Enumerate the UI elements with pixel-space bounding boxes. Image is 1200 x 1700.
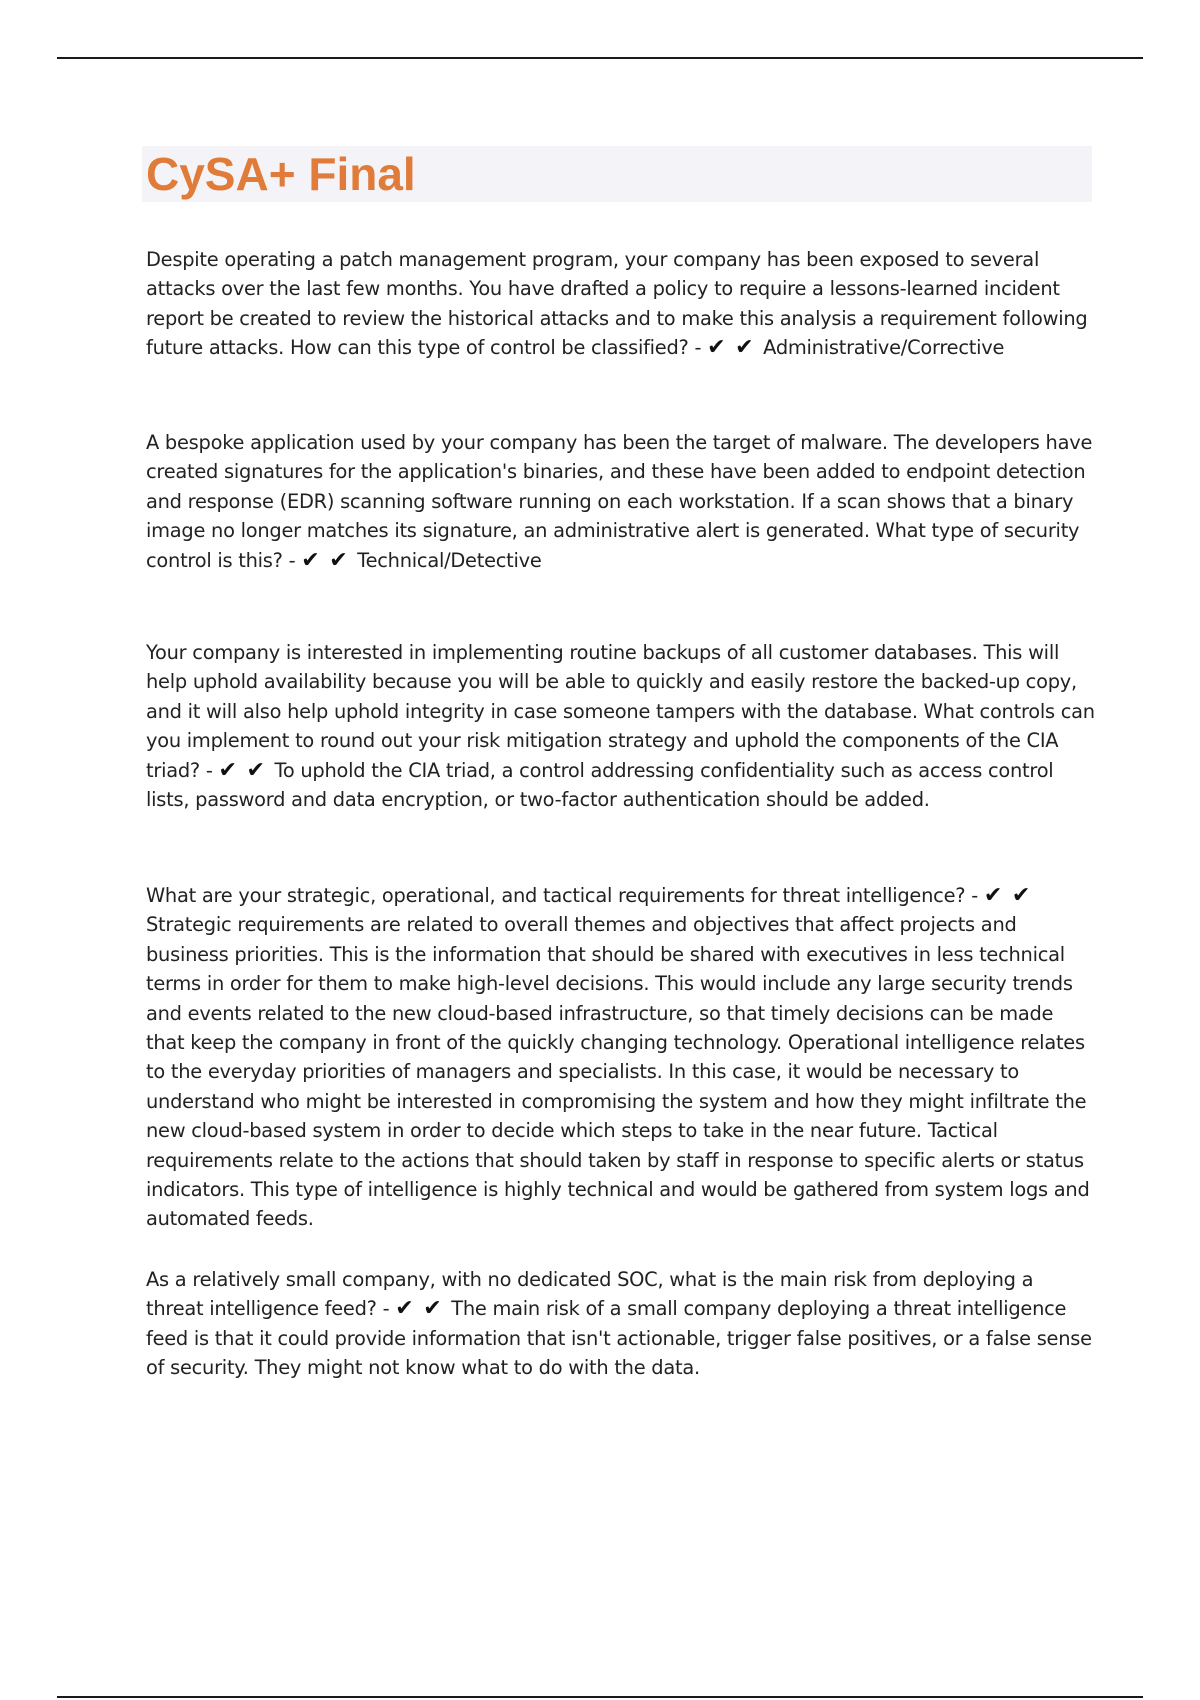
checkmark-icon: ✔: [395, 1296, 414, 1322]
question-text: A bespoke application used by your company has been the target of malware. The developers have created signatures for the application's binaries, and these have been added to endpoint detection and response (EDR) scanning software running on each workstation. If a scan shows that a binary image no longer matches its signature, an administrative alert is generated. What type of security control is this?: [146, 431, 1093, 572]
answer-text: The main risk of a small company deploying a threat intelligence feed is that it could provide information that isn't actionable, trigger false positives, or a false sense of security. They might not know what to do with the data.: [146, 1297, 1092, 1380]
qa-item-1: [146, 245, 1096, 363]
page-top-rule: [57, 57, 1143, 59]
checkmark-icon: ✔: [707, 335, 726, 361]
answer-text: Strategic requirements are related to overall themes and objectives that affect projects and business priorities. This is the information that should be shared with executives in less technical terms in order for them to make high-level decisions. This would include any large security trends and events related to the new cloud-based infrastructure, so that timely decisions can be made that keep the company in front of the quickly changing technology. Operational intelligence relates to the everyday priorities of managers and specialists. In this case, it would be necessary to understand who might be interested in compromising the system and how they might infiltrate the new cloud-based system in order to decide which steps to take in the near future. Tactical requirements relate to the actions that should taken by staff in response to specific alerts or status indicators. This type of intelligence is highly technical and would be gathered from system logs and automated feeds.: [146, 913, 1090, 1231]
answer-text: Technical/Detective: [357, 548, 542, 572]
question-answer-separator: -: [965, 884, 984, 907]
document-title: CySA+ Final: [146, 148, 416, 200]
checkmark-icon: ✔: [1011, 883, 1031, 908]
checkmark-icon: ✔: [329, 547, 348, 573]
checkmark-icon: ✔: [423, 1296, 442, 1322]
question-text: What are your strategic, operational, and tactical requirements for threat intelligence?: [146, 884, 966, 907]
checkmark-icon: ✔: [735, 335, 754, 361]
question-text: Your company is interested in implementing routine backups of all customer databases. This will help uphold availability because you will be able to quickly and easily restore the backed-up copy, and it will also help uphold integrity in case someone tampers with the database. What controls can you implement to round out your risk mitigation strategy and uphold the components of the CIA triad?: [146, 641, 1095, 782]
checkmark-icon: ✔: [983, 883, 1003, 908]
question-answer-separator: -: [282, 548, 302, 572]
checkmark-icon: ✔: [246, 757, 265, 783]
page-bottom-rule: [57, 1696, 1143, 1698]
question-text: Despite operating a patch management program, your company has been exposed to several attacks over the last few months. You have drafted a policy to require a lessons-learned incident report be created to review the historical attacks and to make this analysis a requirement following future attacks. How can this type of control be classified?: [146, 248, 1088, 360]
question-answer-separator: -: [688, 336, 708, 360]
answer-text: Administrative/Corrective: [763, 336, 1005, 360]
checkmark-icon: ✔: [301, 547, 320, 573]
answer-text: To uphold the CIA triad, a control addressing confidentiality such as access control lists, password and data encryption, or two-factor authentication should be added.: [146, 758, 1054, 812]
question-answer-separator: -: [199, 758, 219, 782]
qa-item-3: [146, 638, 1096, 814]
checkmark-icon: ✔: [218, 757, 237, 783]
qa-item-4: [146, 881, 1096, 1234]
qa-item-5: [146, 1265, 1096, 1383]
question-text: As a relatively small company, with no dedicated SOC, what is the main risk from deploying a threat intelligence feed?: [146, 1268, 1034, 1321]
question-answer-separator: -: [376, 1297, 396, 1321]
qa-item-2: [146, 428, 1096, 575]
